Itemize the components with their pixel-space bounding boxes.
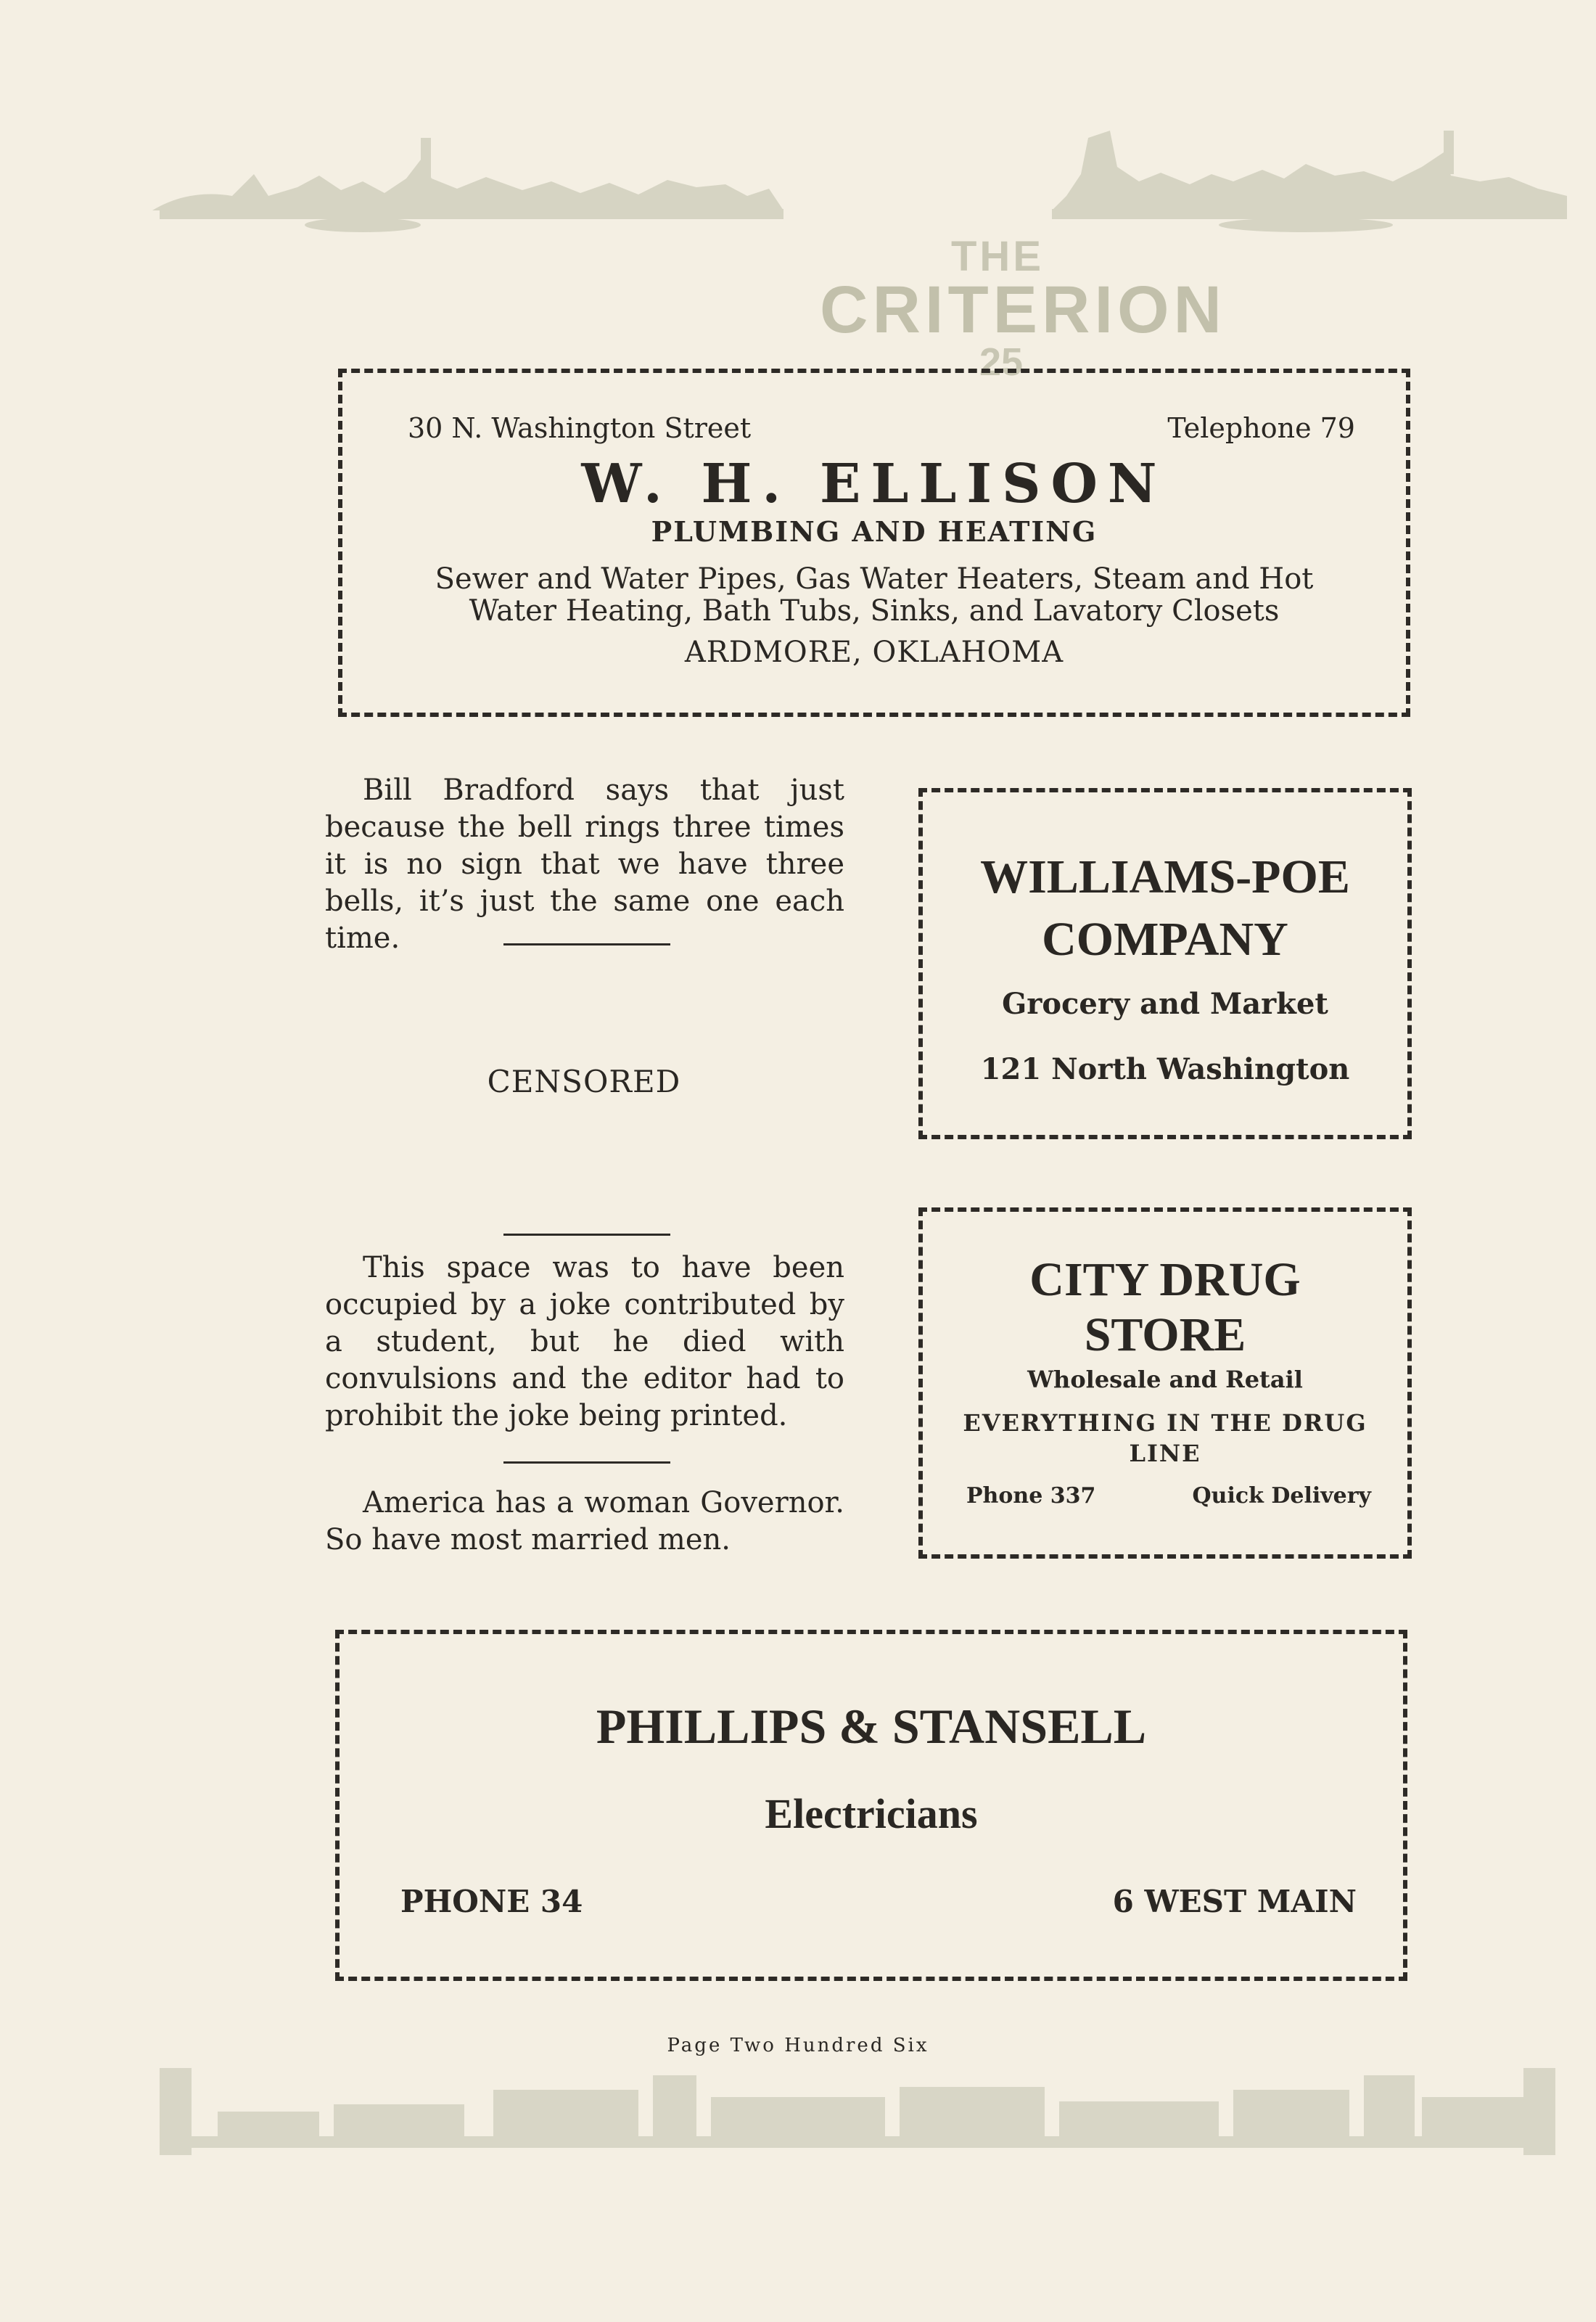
masthead xyxy=(145,109,1574,384)
divider xyxy=(503,1234,670,1236)
city-drug-bottom-row xyxy=(966,1483,1371,1509)
williams-poe-address: 121 North Washington xyxy=(980,1052,1350,1086)
phillips-stansell-subtitle: Electricians xyxy=(765,1790,978,1837)
williams-poe-name-line2: COMPANY xyxy=(1042,913,1288,966)
divider xyxy=(503,943,670,945)
page-number: Page Two Hundred Six xyxy=(667,2035,929,2056)
joke-space: This space was to have been occupied by a joke contributed by a student, but he died with convulsions and the editor had to prohibit the joke being printed. xyxy=(325,1251,844,1432)
joke-bell: Bill Bradford says that just because the bell rings three times it is no sign that we have three bells, it’s just the same one each time. xyxy=(325,774,844,955)
phillips-stansell-name: PHILLIPS & STANSELL xyxy=(596,1699,1147,1754)
city-drug-ad xyxy=(918,1207,1412,1559)
ellison-description xyxy=(386,563,1362,627)
masthead-title: CRITERION xyxy=(820,273,1226,347)
city-drug-name-line1: CITY DRUG xyxy=(1029,1253,1301,1306)
ellison-address: 30 N. Washington Street xyxy=(408,412,752,444)
city-drug-phone: Phone 337 xyxy=(966,1483,1096,1509)
city-drug-tagline: EVERYTHING IN THE DRUG LINE xyxy=(963,1409,1367,1467)
city-drug-subtitle: Wholesale and Retail xyxy=(1027,1366,1303,1393)
ellison-ad xyxy=(338,369,1410,717)
masthead-year: 25 xyxy=(979,340,1024,384)
ellison-description-line1: Sewer and Water Pipes, Gas Water Heaters, Steam and Hot xyxy=(435,562,1314,596)
footer-art xyxy=(145,2061,1574,2180)
city-drug-name-line2: STORE xyxy=(1084,1308,1246,1361)
ellison-name: W. H. ELLISON xyxy=(581,453,1167,515)
censored-text: CENSORED xyxy=(487,1064,681,1099)
phillips-stansell-ad xyxy=(335,1630,1407,1981)
ellison-top-row xyxy=(408,412,1355,444)
ellison-city: ARDMORE, OKLAHOMA xyxy=(684,636,1064,669)
phillips-stansell-phone: PHONE 34 xyxy=(400,1884,583,1919)
williams-poe-name-line1: WILLIAMS-POE xyxy=(980,850,1350,903)
joke-governor: America has a woman Governor. So have most married men. xyxy=(325,1486,844,1556)
ellison-subtitle: PLUMBING AND HEATING xyxy=(651,515,1098,548)
city-drug-delivery: Quick Delivery xyxy=(1192,1483,1371,1509)
williams-poe-ad xyxy=(918,788,1412,1139)
ellison-telephone: Telephone 79 xyxy=(1167,412,1355,444)
ellison-description-line2: Water Heating, Bath Tubs, Sinks, and Lavatory Closets xyxy=(469,594,1280,628)
divider xyxy=(503,1461,670,1464)
williams-poe-subtitle: Grocery and Market xyxy=(1002,987,1328,1021)
phillips-stansell-bottom-row xyxy=(400,1884,1357,1919)
cityscape-footer-art xyxy=(145,2061,1574,2177)
skyline-header-art xyxy=(145,109,1574,298)
city-drug-name xyxy=(923,1252,1407,1363)
phillips-stansell-address: 6 WEST MAIN xyxy=(1112,1884,1357,1919)
williams-poe-name xyxy=(923,846,1407,971)
masthead-the: THE xyxy=(951,233,1044,280)
